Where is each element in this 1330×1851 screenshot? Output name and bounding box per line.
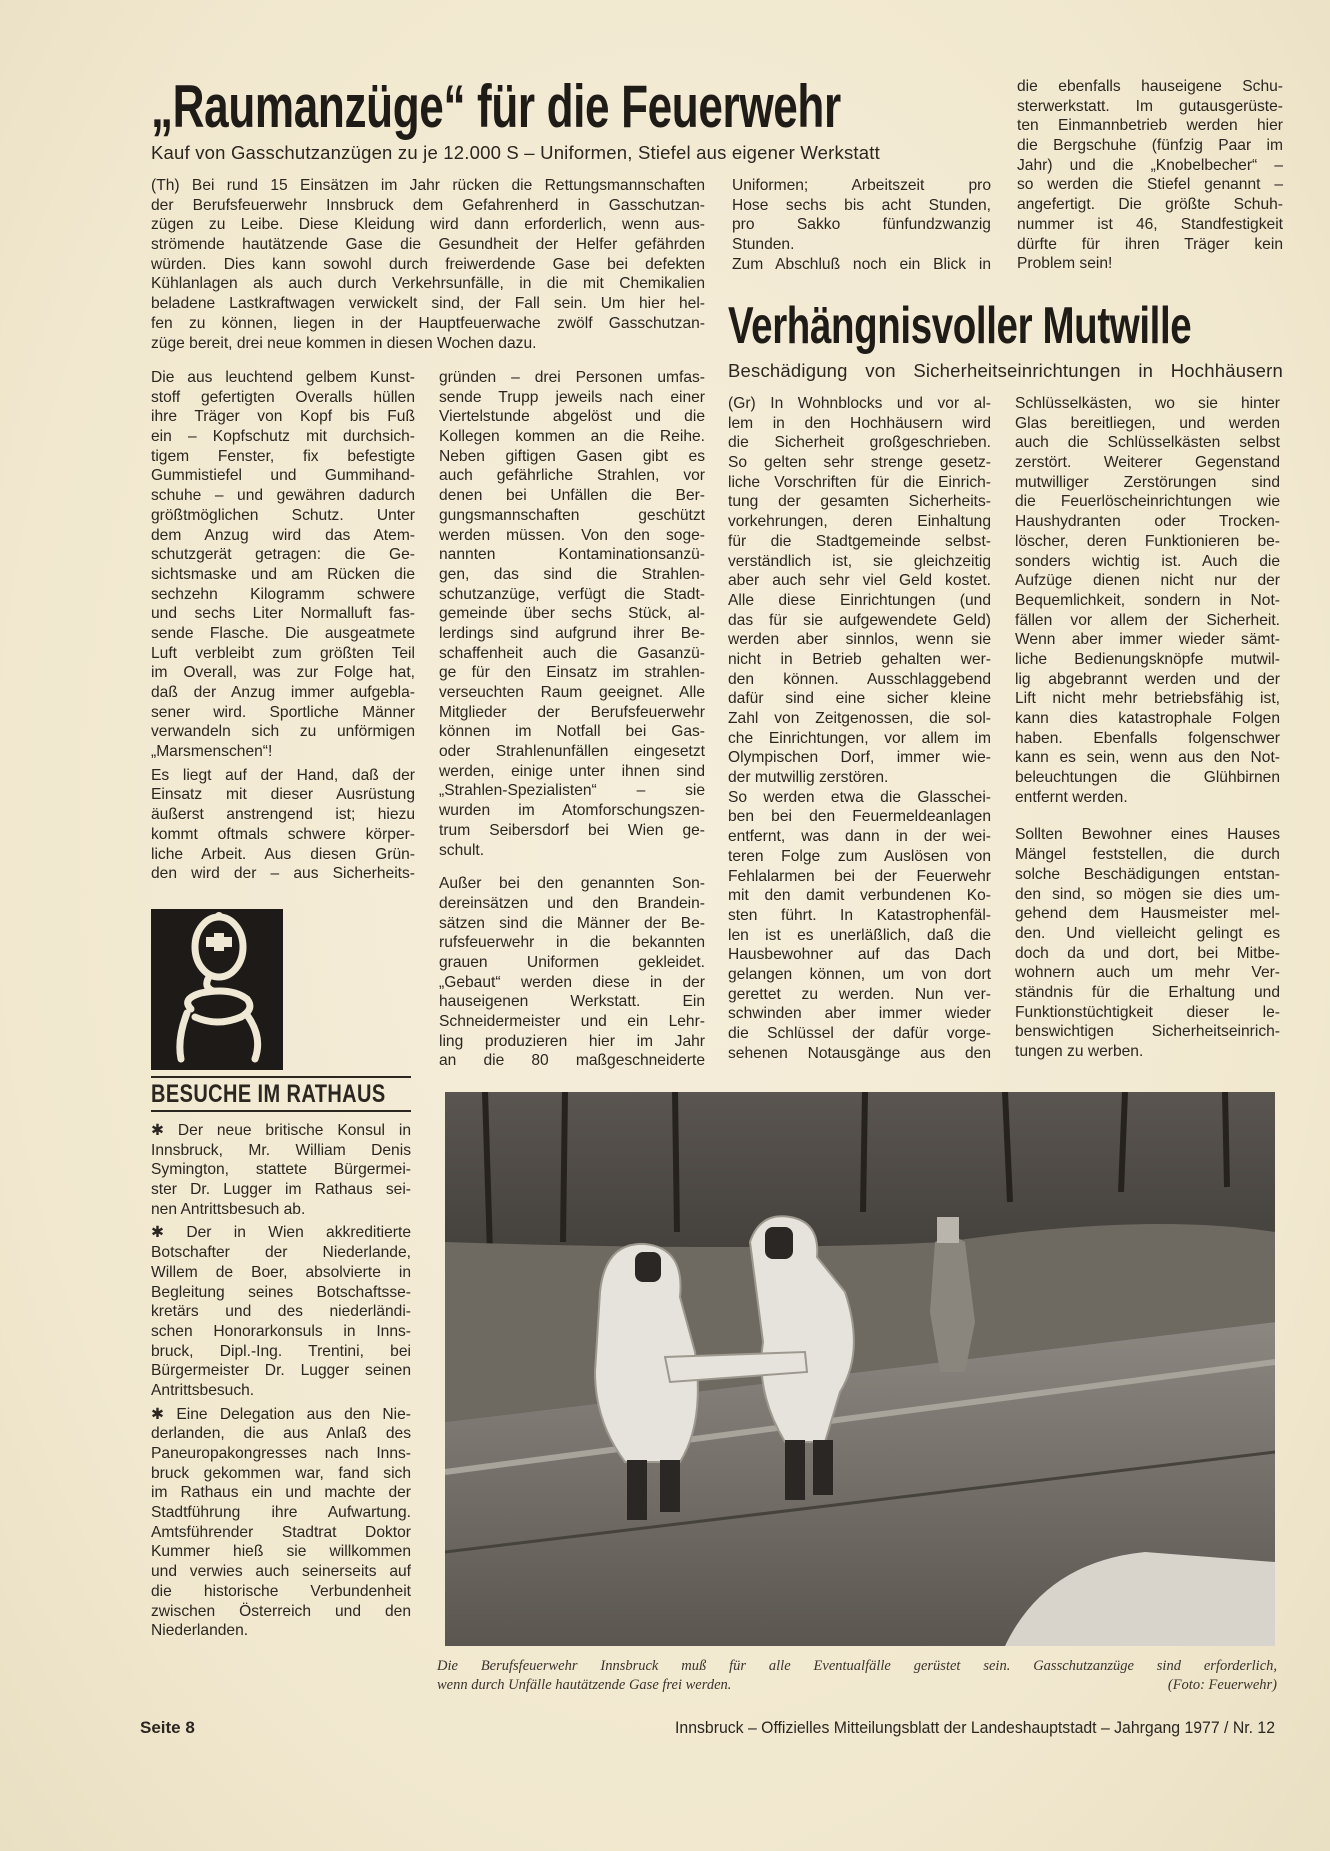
text-line: Sollten Bewohner eines Hauses xyxy=(1015,826,1280,844)
text-line: die Feuerlöscheinrichtungen wie xyxy=(1015,493,1280,511)
text-line: doch da und dort, bei Mitbe- xyxy=(1015,944,1280,962)
text-line: sterwerkstatt. Im gutausgerüste- xyxy=(1017,97,1283,115)
article-column-1 xyxy=(151,368,415,884)
text-line: bruck gekommen war, fand sich xyxy=(151,1464,411,1482)
text-line: Alle diese Einrichtungen (und xyxy=(728,591,991,609)
text-line: Kühlanlagen als auch durch Verkehrsunfälle, in die mit Chemikalien xyxy=(151,275,705,293)
text-line: im Rathaus ein und machte der xyxy=(151,1484,411,1502)
text-line: gründen – drei Personen umfas- xyxy=(439,369,705,386)
text-line: wurden im Atomforschungszen- xyxy=(439,802,705,820)
text-line: nicht in Betrieb gehalten wer- xyxy=(728,650,991,668)
text-line: löscher, deren Funktionieren be- xyxy=(1015,532,1280,550)
text-line: ✱ Der in Wien akkreditierte xyxy=(151,1224,411,1242)
text-line: Bürgermeister Dr. Lugger seinen xyxy=(151,1362,411,1380)
text-line: den. Und vielleicht gelingt es xyxy=(1015,924,1280,942)
text-line: pro Sakko fünfundzwanzig xyxy=(732,216,991,234)
text-line: schult. xyxy=(439,841,485,859)
text-line: Viertelstunde abgelöst und die xyxy=(439,408,705,426)
text-line: (Gr) In Wohnblocks und vor al- xyxy=(728,395,991,412)
text-line: dürfte für ihren Träger kein xyxy=(1017,235,1283,253)
text-line: schwinden aber immer wieder xyxy=(728,1005,991,1023)
article2-headline: Verhängnisvoller Mutwille xyxy=(728,297,1192,355)
text-line: liche Bedienungsknöpfe mutwil- xyxy=(1015,650,1280,668)
text-line: so werden die Stiefel genannt – xyxy=(1017,176,1283,194)
text-line: schuhe – und gewähren dadurch xyxy=(151,487,415,505)
text-line: Botschafter der Niederlande, xyxy=(151,1244,411,1262)
text-line: im Overall, was zur Folge hat, xyxy=(151,664,415,682)
paragraph xyxy=(732,176,991,255)
text-line: Neben giftigen Gasen gibt es xyxy=(439,447,705,465)
text-line: größtmöglichen Schutz. Unter xyxy=(151,506,415,524)
text-line: auch gefährliche Strahlen, vor xyxy=(439,467,705,485)
text-line: tungen zu werben. xyxy=(1015,1043,1144,1060)
text-line: solche Beschädigungen entstan- xyxy=(1015,865,1280,883)
paragraph xyxy=(1015,825,1280,1061)
text-line: Bequemlichkeit, sondern in Not- xyxy=(1015,591,1280,609)
text-line: Luft verbleibt zum größten Teil xyxy=(151,644,415,662)
text-line: Symington, stattete Bürgermei- xyxy=(151,1161,411,1179)
text-line: „Gebaut“ werden diese in der xyxy=(439,973,705,991)
article-intro xyxy=(151,176,705,353)
paragraph xyxy=(439,368,705,860)
text-line: Fehlalarmen bei der Feuerwehr xyxy=(728,867,991,885)
text-line: mutwilliger Zerstörungen sind xyxy=(1015,473,1280,491)
text-line: oder Strahlenunfällen eingesetzt xyxy=(439,743,705,761)
text-line: Olympischen Dorf, immer wie- xyxy=(728,749,991,767)
text-line: schen Honorarkonsuls in Inns- xyxy=(151,1322,411,1340)
text-line: den können. Ausschlaggebend xyxy=(728,670,991,688)
sidebar-news-items xyxy=(151,1121,411,1641)
paragraph xyxy=(1017,77,1283,274)
text-line: entfernt werden. xyxy=(1015,788,1128,806)
text-line: Einsatz mit dieser Ausrüstung xyxy=(151,786,415,804)
text-line: Schlüsselkästen, wo sie hinter xyxy=(1015,395,1280,412)
text-line: die historische Verbundenheit xyxy=(151,1582,411,1600)
text-line: wohnern auch um mehr Ver- xyxy=(1015,964,1280,982)
article-subheadline: Kauf von Gasschutzanzügen zu je 12.000 S – Uniformen, Stiefel aus eigener Werkstatt xyxy=(151,142,880,163)
text-line: (Th) Bei rund 15 Einsätzen im Jahr rücken die Rettungsmannschaften xyxy=(151,177,705,194)
text-line: „Strahlen-Spezialisten“ – sie xyxy=(439,782,705,800)
text-line: gehend dem Hausmeister mel- xyxy=(1015,905,1280,923)
paragraph xyxy=(151,1405,411,1641)
paragraph xyxy=(151,1223,411,1400)
text-line: daß der Anzug immer aufgebla- xyxy=(151,684,415,701)
sidebar-heading xyxy=(151,1076,411,1112)
text-line: vorkehrungen, deren Einhaltung xyxy=(728,513,991,531)
text-line: Schneidermeister und ein Lehr- xyxy=(439,1013,705,1030)
sidebar-heading-text: BESUCHE IM RATHAUS xyxy=(151,1080,386,1108)
text-line: schaffenheit auch die Gasanzü- xyxy=(439,644,705,662)
text-line: ling produzieren hier im Jahr xyxy=(439,1032,705,1050)
text-line: Willem de Boer, absolvierte in xyxy=(151,1263,411,1281)
text-line: angefertigt. Die größte Schuh- xyxy=(1017,196,1283,214)
text-line: dereinsätzen und den Brandein- xyxy=(439,894,705,912)
text-line: die Sicherheit großgeschrieben. xyxy=(728,434,991,452)
firefighters-gas-suits-photo xyxy=(445,1092,1275,1646)
text-line: fällen vor allem der Sicherheit. xyxy=(1015,611,1280,629)
text-line: Amtsführender Stadtrat Doktor xyxy=(151,1523,411,1541)
text-line: sonders wichtig ist. Auch die xyxy=(1015,552,1280,570)
text-line: Haushydranten oder Trocken- xyxy=(1015,513,1280,531)
text-line: Hose sechs bis acht Stunden, xyxy=(732,196,991,214)
page-number: Seite 8 xyxy=(140,1718,195,1737)
text-line: Kollegen kommen an die Reihe. xyxy=(439,428,705,446)
text-line: Zahl von Zeitgenossen, die sol- xyxy=(728,710,991,727)
text-line: werden müssen. Von den soge- xyxy=(439,526,705,544)
paragraph xyxy=(732,255,991,275)
text-line: Jahr) und die „Knobelbecher“ – xyxy=(1017,156,1283,174)
text-line: nannten Kontaminationsanzü- xyxy=(439,546,705,564)
paragraph xyxy=(151,1121,411,1219)
article2-column-1 xyxy=(728,394,991,1063)
paragraph xyxy=(728,394,991,788)
text-line: Mängel feststellen, die durch xyxy=(1015,846,1280,864)
chair-emblem-icon xyxy=(151,909,283,1070)
text-line: der mutwillig zerstören. xyxy=(728,769,889,787)
text-line: Aufzüge dienen nicht nur der xyxy=(1015,572,1280,590)
paragraph xyxy=(728,788,991,1064)
text-line: ge für den Einsatz im strahlen- xyxy=(439,664,705,682)
text-line: die ebenfalls hauseigene Schu- xyxy=(1017,78,1283,95)
text-line: Gummistiefel und Gummihand- xyxy=(151,467,415,485)
text-line: schutzgerät getragen: die Ge- xyxy=(151,546,415,564)
text-line: nummer ist 46, Standfestigkeit xyxy=(1017,215,1283,233)
text-line: beladene Lastkraftwagen verwickelt sind, der Fall sein. Um hier hel- xyxy=(151,295,705,313)
text-line: denen bei Unfällen die Ber- xyxy=(439,487,705,505)
text-line: an die 80 maßgeschneiderte xyxy=(439,1052,705,1070)
text-line: Mitglieder der Berufsfeuerwehr xyxy=(439,703,705,721)
text-line: kann es sein, wenn aus den Not- xyxy=(1015,749,1280,767)
text-line: benswichtigen Sicherheitseinrich- xyxy=(1015,1023,1280,1041)
text-line: züge bereit, drei neue kommen in diesen Wochen dazu. xyxy=(151,334,537,352)
text-line: sichtsmaske und am Rücken die xyxy=(151,565,415,583)
text-line: Niederlanden. xyxy=(151,1622,249,1640)
text-line: Begleitung seines Botschaftsse- xyxy=(151,1283,411,1301)
text-line: aber auch sehr viel Geld kostet. xyxy=(728,572,991,590)
text-line: verseuchten Raum geeignet. Alle xyxy=(439,684,705,701)
text-line: werden, einige unter ihnen sind xyxy=(439,762,705,780)
text-line: tigem Fenster, fix befestigte xyxy=(151,447,415,465)
text-line: Die aus leuchtend gelbem Kunst- xyxy=(151,369,415,386)
text-line: lem in den Hochhäusern wird xyxy=(728,414,991,432)
text-line: sende Trupp jeweils nach einer xyxy=(439,388,705,406)
text-line: strömende hautätzende Gase die Gesundheit der Helfer gefährden xyxy=(151,236,705,254)
article-column-4 xyxy=(1017,77,1283,274)
article2-subheadline: Beschädigung von Sicherheitseinrichtungen in Hochhäusern xyxy=(728,360,1283,381)
publication-footer: Innsbruck – Offizielles Mitteilungsblatt der Landeshauptstadt – Jahrgang 1977 / Nr. 12 xyxy=(675,1718,1275,1737)
text-line: und sechs Liter Normalluft fas- xyxy=(151,605,415,623)
text-line: ster Dr. Lugger im Rathaus sei- xyxy=(151,1181,411,1199)
text-line: gemeinde über sechs Stück, al- xyxy=(439,605,705,623)
text-line: Hausbewohner auf das Dach xyxy=(728,946,991,964)
text-line: teren Folge zum Auslösen von xyxy=(728,847,991,865)
text-line: entfernt, was dann in der wei- xyxy=(728,828,991,846)
text-line: ✱ Eine Delegation aus den Nie- xyxy=(151,1405,411,1423)
photo-credit: (Foto: Feuerwehr) xyxy=(1167,1677,1277,1693)
text-line: Kummer hieß sie willkommen xyxy=(151,1543,411,1561)
text-line: haben. Ebenfalls folgenschwer xyxy=(1015,729,1280,747)
text-line: verständlich ist, sie gleichzeitig xyxy=(728,552,991,570)
text-line: die Bergschuhe (fünfzig Paar im xyxy=(1017,137,1283,155)
text-line: der Berufsfeuerwehr Innsbruck dem Gefahrenherd in Gasschutzan- xyxy=(151,196,705,214)
article-headline: „Raumanzüge“ für die Feuerwehr xyxy=(151,73,841,140)
text-line: gelangen können, um von dort xyxy=(728,965,991,983)
text-line: gen, das sind die Strahlen- xyxy=(439,565,705,583)
text-line: dafür sind eine sicher kleine xyxy=(728,690,991,708)
text-line: Stunden. xyxy=(732,236,795,254)
text-line: Lift nicht mehr betriebsfähig ist, xyxy=(1015,690,1280,708)
text-line: derlanden, die aus Anlaß des xyxy=(151,1425,411,1443)
text-line: liche Vorschriften für die Einrich- xyxy=(728,473,991,491)
text-line: Paneuropakongresses nach Inns- xyxy=(151,1445,411,1462)
text-line: beleuchtungen die Glühbirnen xyxy=(1015,769,1280,787)
text-line: Problem sein! xyxy=(1017,255,1113,273)
text-line: Uniformen; Arbeitszeit pro xyxy=(732,177,991,194)
caption-line-2: wenn durch Unfälle hautätzende Gase frei werden. xyxy=(437,1677,732,1693)
paragraph xyxy=(1015,394,1280,807)
text-line: ihre Träger von Kopf bis Fuß xyxy=(151,408,415,426)
text-line: ben bei den Feuermeldeanlagen xyxy=(728,808,991,826)
text-line: Antrittsbesuch. xyxy=(151,1381,255,1399)
photo-caption xyxy=(437,1657,1277,1695)
text-line: den wird der – aus Sicherheits- xyxy=(151,865,415,883)
text-line: schutzanzüge, verfügt die Stadt- xyxy=(439,585,705,603)
text-line: ✱ Der neue britische Konsul in xyxy=(151,1122,411,1139)
text-line: würden. Dies kann sowohl durch freiwerdende Gase bei defekten xyxy=(151,255,705,273)
text-line: können im Notfall bei Gas- xyxy=(439,723,705,741)
text-line: zerstört. Weiterer Gegenstand xyxy=(1015,454,1280,472)
text-line: sechzehn Kilogramm schwere xyxy=(151,585,415,603)
text-line: dem Anzug wird das Atem- xyxy=(151,526,415,544)
text-line: Stadtführung ihre Aufwartung. xyxy=(151,1504,411,1522)
text-line: mit den damit verbundenen Ko- xyxy=(728,887,991,905)
text-line: ein – Kopfschutz mit durchsich- xyxy=(151,428,415,446)
text-line: rufsfeuerwehr in die bekannten xyxy=(439,934,705,952)
text-line: lig abgebrannt werden und der xyxy=(1015,670,1280,688)
text-line: sten führt. In Katastrophenfäl- xyxy=(728,906,991,924)
text-line: ständnis für die Erhaltung und xyxy=(1015,983,1280,1001)
text-line: kommt oftmals schwere körper- xyxy=(151,825,415,843)
text-line: liche Arbeit. Aus diesen Grün- xyxy=(151,845,415,863)
text-line: stoff gefertigten Overalls hüllen xyxy=(151,388,415,406)
text-line: lerdings sind aufgrund ihrer Be- xyxy=(439,624,705,642)
text-line: hauseigenen Werkstatt. Ein xyxy=(439,993,705,1011)
text-line: das für sie aufgewendete Geld) xyxy=(728,611,991,629)
text-line: Glas bereitliegen, und werden xyxy=(1015,414,1280,432)
text-line: werden aber sinnlos, wenn sie xyxy=(728,631,991,649)
text-line: äußerst anstrengend ist; hiezu xyxy=(151,806,415,824)
text-line: und verwies auch seinerseits auf xyxy=(151,1563,411,1581)
text-line: bruck, Dipl.-Ing. Trentini, bei xyxy=(151,1342,411,1360)
text-line: sende Flasche. Die ausgeatmete xyxy=(151,624,415,642)
text-line: trum Seibersdorf bei Wien ge- xyxy=(439,821,705,839)
text-line: verwandeln sich zu unförmigen xyxy=(151,723,415,741)
text-line: grauen Uniformen gekleidet. xyxy=(439,953,705,971)
text-line: ten Einmannbetrieb werden hier xyxy=(1017,117,1283,135)
text-line: gerettet zu werden. Nun ver- xyxy=(728,985,991,1003)
text-line: sener wird. Sportliche Männer xyxy=(151,703,415,721)
text-line: che Einrichtungen, vor allem im xyxy=(728,729,991,747)
text-line: Funktionstüchtigkeit dieser le- xyxy=(1015,1003,1280,1021)
text-line: Wenn aber immer wieder sämt- xyxy=(1015,631,1280,649)
text-line: Außer bei den genannten Son- xyxy=(439,875,705,893)
text-line: „Marsmenschen“! xyxy=(151,743,273,761)
article-column-3 xyxy=(732,176,991,274)
text-line: zügen zu Leibe. Diese Kleidung wird dann erforderlich, wenn aus- xyxy=(151,216,705,234)
text-line: kretärs und des niederländi- xyxy=(151,1303,411,1321)
text-line: nen Antrittsbesuch ab. xyxy=(151,1200,306,1218)
text-line: gungsmannschaften geschützt xyxy=(439,506,705,524)
text-line: auch die Schlüsselkästen selbst xyxy=(1015,434,1280,452)
paragraph xyxy=(151,766,415,884)
article2-column-2 xyxy=(1015,394,1280,1062)
paragraph xyxy=(439,874,705,1071)
caption-line-1: Die Berufsfeuerwehr Innsbruck muß für alle Eventualfälle gerüstet sein. Gasschutzanzüge sind erforderlich, xyxy=(437,1658,1277,1674)
text-line: für die Stadtgemeinde selbst- xyxy=(728,532,991,550)
text-line: kann dies katastrophale Folgen xyxy=(1015,710,1280,727)
text-line: sätzen sind die Männer der Be- xyxy=(439,914,705,932)
paragraph xyxy=(151,176,705,353)
text-line: die Schlüssel der dafür vorge- xyxy=(728,1025,991,1042)
text-line: tung der gesamten Sicherheits- xyxy=(728,493,991,511)
text-line: len ist es unerläßlich, daß die xyxy=(728,926,991,944)
text-line: Zum Abschluß noch ein Blick in xyxy=(732,255,991,273)
article-column-2 xyxy=(439,368,705,1071)
text-line: sehenen Notausgänge aus den xyxy=(728,1044,991,1062)
text-line: fen zu können, liegen in der Hauptfeuerwache zwölf Gasschutzan- xyxy=(151,314,705,332)
text-line: zwischen Österreich und den xyxy=(151,1602,411,1620)
text-line: So gelten sehr strenge gesetz- xyxy=(728,454,991,472)
paragraph xyxy=(151,368,415,762)
text-line: Innsbruck, Mr. William Denis xyxy=(151,1141,411,1159)
text-line: Es liegt auf der Hand, daß der xyxy=(151,766,415,784)
text-line: So werden etwa die Glasschei- xyxy=(728,788,991,806)
text-line: den sind, so mögen sie dies um- xyxy=(1015,885,1280,903)
